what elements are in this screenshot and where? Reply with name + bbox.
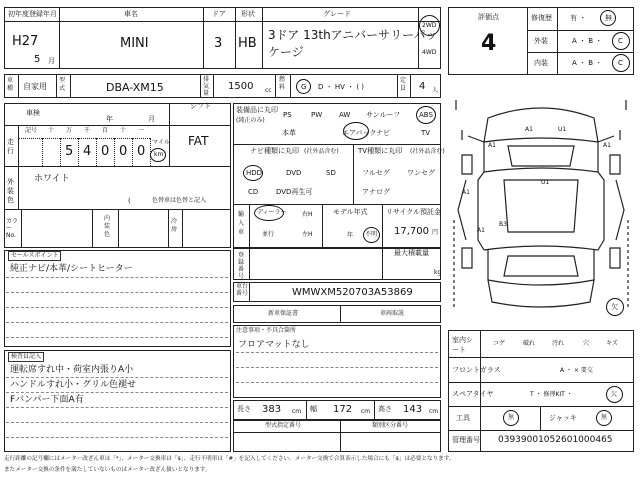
import-left: 左H: [302, 231, 313, 238]
warranty-label: 新車保証書: [268, 310, 299, 317]
recycle-label: リサイクル預託金: [386, 208, 442, 216]
fuel-selected: G: [301, 83, 307, 91]
import-dealer: ディーラー: [257, 209, 287, 216]
inspection-year-unit: 年: [106, 115, 113, 123]
mgmt-label: 管理番号: [452, 436, 480, 444]
inspector-label: 検査員記入: [8, 352, 44, 362]
color-change-note: 色替車は色替と記入: [152, 197, 207, 204]
digit-header: 百: [101, 127, 108, 134]
model-year-unit: 年: [347, 232, 354, 239]
displacement-value: 1500: [228, 81, 254, 92]
interior-label: 内装: [534, 59, 548, 67]
tools-label: 工具: [456, 414, 470, 422]
score-label: 評価点: [478, 13, 499, 21]
width-label: 幅: [310, 405, 317, 413]
digit-header: 十: [47, 127, 54, 134]
jack-label: ジャッキ: [549, 414, 577, 422]
fuel-options: D ・ HV ・ ( ): [318, 83, 365, 91]
model-label: 型式: [59, 77, 66, 92]
seat-label: 室内シート: [452, 336, 473, 354]
equipment-sublabel: (純正のみ): [236, 117, 265, 124]
repair-selected: 無: [605, 14, 612, 22]
type-label: 型式指定番号: [265, 422, 302, 429]
import-right: 右H: [302, 211, 313, 218]
drive-2wd: 2WD: [422, 22, 437, 29]
running-label: 走行: [7, 138, 14, 155]
interior-options: A ・ B ・: [572, 59, 603, 67]
score-value: 4: [481, 31, 497, 56]
shape-label: 形状: [241, 10, 255, 18]
recycle-amount: 17,700: [394, 226, 429, 237]
digit-header: 万: [65, 127, 72, 134]
damage-mark: A1: [462, 189, 470, 196]
equipment-label: 装備品に丸印: [236, 106, 278, 114]
damage-mark: A1: [488, 142, 496, 149]
first-reg-month-unit: 月: [48, 57, 55, 65]
docs-row: [233, 305, 441, 323]
equip-navi: ナビ: [376, 129, 390, 137]
damage-mark: A1: [603, 142, 611, 149]
car-diagram: [448, 80, 634, 326]
height-label: 高さ: [378, 405, 392, 413]
import-parallel: 並行: [262, 231, 275, 238]
length-value: 383: [262, 404, 282, 415]
displacement-label: 排気量: [203, 76, 210, 97]
mileage-digit: 5: [65, 144, 74, 159]
import-label: 輸入車: [238, 211, 245, 236]
sales-point-line1: 純正ナビ/本革/シートヒーター: [10, 264, 133, 274]
windshield-label: フロントガラス: [452, 366, 501, 374]
recycle-yen: 円: [432, 229, 439, 236]
navi-sd: SD: [326, 169, 336, 177]
digit-header: 記号: [24, 127, 37, 134]
equip-pw: PW: [311, 111, 323, 119]
equip-ps: PS: [283, 111, 292, 119]
tv-type-sub: (社外品含む): [410, 148, 445, 155]
capacity-value: 4: [419, 81, 426, 92]
notes-label: 注意事項・不具合箇所: [236, 327, 297, 334]
fuel-label: 燃料: [279, 76, 286, 91]
max-load-kg: kg: [434, 269, 442, 276]
seat-item: コゲ: [493, 340, 506, 347]
model-year-label: モデル年式: [333, 208, 368, 216]
grade-line2: ケージ: [268, 45, 304, 59]
equip-sunroof: サンルーフ: [366, 111, 401, 119]
chassis-number: WMWXM520703A53869: [292, 287, 413, 298]
tv-oneseg: ワンセグ: [407, 169, 435, 177]
height-value: 143: [403, 404, 423, 415]
length-label: 長さ: [237, 405, 251, 413]
max-load-label: 最大積載量: [394, 249, 429, 257]
navi-dvd: DVD: [286, 169, 302, 177]
inspector-line3: Fバンパー下面A有: [10, 395, 84, 405]
length-cm: cm: [292, 408, 302, 415]
capacity-unit: 人: [432, 87, 439, 94]
first-reg-month: 5: [34, 54, 41, 65]
mile-label: マイル: [152, 139, 170, 146]
sales-point-label: セールスポイント: [8, 251, 61, 261]
equip-leather: 本革: [282, 129, 296, 137]
tools-selected: 無: [508, 414, 515, 421]
use-value: 自家用: [23, 82, 47, 91]
notes-block: [233, 325, 441, 398]
navi-dvd-play: DVD再生可: [276, 188, 313, 196]
digit-header: 千: [83, 127, 90, 134]
windshield-options: A ・ × 要交: [560, 367, 593, 374]
interior-color-label: 内装色: [104, 215, 111, 238]
color-no-label: カラーNo.: [6, 218, 19, 239]
manual-label: 車両取説: [380, 310, 405, 317]
spare-label: スペアタイヤ: [452, 390, 494, 398]
spare-options: T ・ 修理KIT ・: [530, 391, 573, 398]
exterior-options: A ・ B ・: [572, 37, 603, 45]
notes-line1: フロアマットなし: [238, 340, 310, 350]
inspection-month-unit: 月: [148, 115, 155, 123]
tv-analog: アナログ: [362, 188, 390, 196]
navi-type-label: ナビ種類に丸印: [250, 147, 299, 155]
shape-value: HB: [238, 36, 257, 51]
car-name: MINI: [120, 36, 149, 51]
car-name-label: 車名: [124, 10, 138, 18]
jack-selected: 無: [601, 414, 608, 421]
capacity-label: 定員: [400, 77, 407, 92]
diagram-missing: 欠: [611, 303, 618, 311]
drive-4wd: 4WD: [422, 49, 437, 56]
digit-header: 一: [137, 127, 144, 134]
shift-label: シフト: [190, 102, 211, 110]
reg-label: 登録番号: [238, 252, 245, 280]
tv-fullseg: フルセグ: [362, 169, 390, 177]
equip-aw: AW: [339, 111, 351, 119]
equip-airbag: エアバック: [342, 129, 377, 137]
damage-mark: A1: [477, 227, 485, 234]
grade-label: グレード: [323, 10, 351, 18]
navi-cd: CD: [248, 188, 259, 196]
grade-line1: 3ドア 13thアニバーサリーパッ: [268, 28, 438, 42]
width-cm: cm: [361, 408, 371, 415]
equip-abs: ABS: [419, 111, 433, 119]
repair-label: 修復歴: [531, 14, 552, 22]
seat-item: 破れ: [523, 340, 536, 347]
cc-unit: cc: [265, 87, 272, 94]
width-value: 172: [333, 404, 353, 415]
seat-item: 汚れ: [552, 340, 565, 347]
exterior-color-label: 外装色: [7, 178, 14, 204]
doors-label: ドア: [212, 10, 226, 18]
footer-line1: 走行距離の記号欄にはメーター改ざん車は「*」、メーター交換車は「$」、走行不明車は「#」を記入してください。メーター交換で合算表示した場合にも「$」は必要となります。: [4, 456, 455, 462]
mileage-digit: 0: [119, 144, 128, 159]
mgmt-number: 0393900105260100046​5: [498, 435, 613, 445]
model-year-unknown: 不明: [365, 231, 378, 238]
digit-header: 十: [119, 127, 126, 134]
color-note-paren: (: [128, 197, 131, 205]
cold-label: 冷房: [171, 218, 178, 233]
model-value: DBA-XM15: [106, 81, 164, 94]
km-label: km: [154, 151, 164, 158]
class-label: 類別区分番号: [372, 422, 409, 429]
damage-mark: U1: [558, 126, 567, 133]
first-reg-label: 初年度登録年月: [8, 10, 57, 18]
mileage-digit: 0: [137, 144, 146, 159]
inspection-label: 車検: [26, 109, 40, 117]
tv-type-label: TV種類に丸印: [358, 147, 403, 155]
exterior-label: 外装: [534, 37, 548, 45]
spare-selected: 欠: [611, 391, 618, 398]
seat-item: 穴: [583, 340, 590, 347]
damage-mark: B3: [499, 221, 507, 228]
use-label: 車種: [7, 77, 14, 92]
navi-type-sub: (社外品含む): [304, 148, 339, 155]
seat-item: キズ: [606, 340, 618, 347]
damage-mark: U1: [541, 179, 550, 186]
repair-options: 有 ・: [570, 14, 587, 22]
equip-tv: TV: [421, 129, 431, 137]
car-outline-svg: [448, 80, 634, 326]
inspector-line2: ハンドルすれ小・グリル色褪せ: [10, 380, 137, 390]
shift-value: FAT: [188, 134, 209, 148]
mileage-digit: 0: [101, 144, 110, 159]
interior-selected: C: [618, 59, 623, 67]
digit-headers: [20, 128, 150, 138]
first-reg-year: H27: [12, 34, 39, 49]
exterior-selected: C: [618, 37, 623, 45]
exterior-color-value: ホワイト: [34, 174, 70, 184]
doors-value: 3: [214, 36, 223, 51]
inspector-line1: 運転席すれ中・荷室内張りA小: [10, 365, 134, 375]
navi-hdd: HDD: [246, 169, 263, 177]
mileage-digit: 4: [83, 144, 92, 159]
damage-mark: A1: [525, 126, 533, 133]
chassis-label: 車台番号: [236, 283, 249, 297]
height-cm: cm: [429, 408, 439, 415]
footer-line2: またメーター交換の条件を満たしていないものはメーター改ざん扱いとなります。: [4, 467, 211, 473]
